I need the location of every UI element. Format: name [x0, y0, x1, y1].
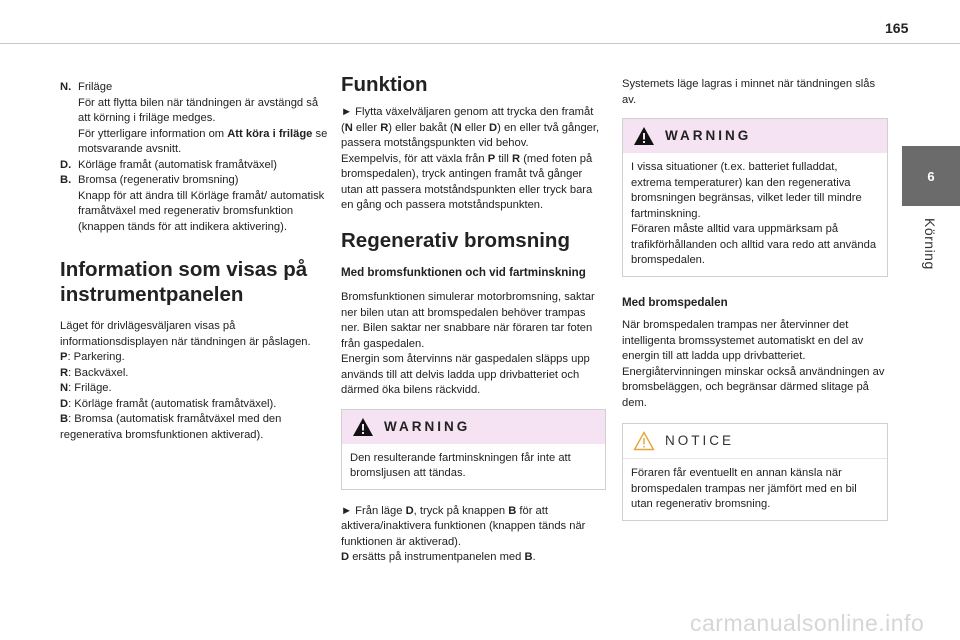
paragraph: När bromspedalen trampas ner återvinner det intelligenta bromssystemet automatiskt en del av energin till att ladda upp drivbatteriet. [622, 319, 864, 362]
paragraph: Systemets läge lagras i minnet när tändningen slås av. [622, 78, 876, 106]
warning-title: WARNING [384, 418, 471, 434]
list-item-b [60, 173, 330, 235]
section-heading-funktion: Funktion [341, 73, 428, 96]
column-left [60, 80, 330, 443]
list-line: Knapp för att ändra till Körläge framåt/ automatisk framåtväxel med regenerativ bromsfunktion (knappen tänds för att indikera aktivering). [78, 189, 325, 233]
column-middle [341, 72, 606, 566]
warning-header [623, 119, 887, 153]
mode-line: R: Backväxel. [60, 366, 129, 379]
header-divider [0, 43, 960, 44]
warning-box [341, 409, 606, 490]
list-line: Friläge [78, 81, 113, 93]
warning-header [342, 410, 605, 444]
notice-box [622, 423, 888, 521]
list-line: För ytterligare information om Att köra i friläge se motsvarande avsnitt. [78, 127, 328, 155]
warning-title: WARNING [665, 128, 752, 144]
paragraph: Exempelvis, för att växla från P till R (med foten på bromspedalen), tryck antingen framåt två gånger utan att passera motståndspunkten eller tryck bara en gång och passera motståndspunkten. [341, 152, 593, 211]
watermark: carmanualsonline.info [690, 610, 925, 636]
notice-header [623, 424, 887, 459]
list-line: Bromsa (regenerativ bromsning) [78, 174, 239, 186]
column-right [622, 77, 888, 521]
list-item-n [60, 80, 330, 158]
list-key: B. [60, 174, 72, 186]
page-number: 165 [885, 20, 909, 36]
notice-icon [633, 431, 655, 451]
warning-text: I vissa situationer (t.ex. batteriet fulladdat, extrema temperaturer) kan den regenerativa bromsningen begränsas, vilket leder till mindre fartminskning. [631, 161, 862, 220]
paragraph: ► Från läge D, tryck på knappen B för att aktivera/inaktivera funktionen (knappen tänds när funktionen är aktiverad). [341, 504, 586, 548]
mode-line: D: Körläge framåt (automatisk framåtväxel). [60, 397, 277, 410]
list-line: För att flytta bilen när tändningen är avstängd så att körning i friläge medges. [78, 96, 319, 124]
subheading: Med bromsfunktionen och vid fartminskning [341, 265, 586, 279]
section-heading-instrument: Information som visas på instrumentpanelen [60, 258, 308, 306]
notice-text: Föraren får eventuellt en annan känsla när bromspedalen trampas ner jämfört med en bil utan regenerativ bromsning. [631, 467, 857, 510]
chapter-tab[interactable]: 6 [902, 146, 960, 206]
mode-line: B: Bromsa (automatisk framåtväxel med den regenerativa bromsfunktionen aktiverad). [60, 413, 282, 441]
paragraph: Energin som återvinns när gaspedalen släpps upp används till att delvis ladda upp drivbatteriet och därmed öka bilens räckvidd. [341, 353, 590, 396]
mode-line: P: Parkering. [60, 351, 125, 363]
notice-title: NOTICE [665, 433, 735, 449]
subheading: Med bromspedalen [622, 295, 728, 309]
list-item-d [60, 158, 330, 174]
list-key: N. [60, 81, 72, 93]
list-line: Körläge framåt (automatisk framåtväxel) [78, 158, 277, 171]
paragraph: Bromsfunktionen simulerar motorbromsning, saktar ner bilen utan att bromspedalen behöver trampas ner. Bilen saktar ner snabbare när föraren tar foten från gaspedalen. [341, 291, 595, 350]
paragraph: D ersätts på instrumentpanelen med B. [341, 551, 536, 563]
warning-icon [352, 417, 374, 437]
cross-reference: Att köra i friläge [227, 127, 313, 140]
mode-line: N: Friläge. [60, 382, 112, 394]
warning-text: Den resulterande fartminskningen får inte att bromsljusen att tändas. [350, 451, 571, 479]
paragraph: Energiåtervinningen minskar också användningen av bromsbeläggen, och begränsar därmed slitage på dem. [622, 365, 885, 409]
warning-text: Föraren måste alltid vara uppmärksam på trafikförhållanden och alltid vara redo att använda bromspedalen. [631, 223, 877, 266]
list-key: D. [60, 158, 72, 171]
paragraph: ► Flytta växelväljaren genom att trycka den framåt (N eller R) eller bakåt (N eller D) en eller två gånger, passera motstångspunkten vid behov. [341, 106, 600, 149]
section-heading-regenerativ: Regenerativ bromsning [341, 228, 570, 252]
warning-box [622, 118, 888, 277]
paragraph: Läget för drivlägesväljaren visas på informationsdisplayen när tändningen är påslagen. [60, 320, 311, 348]
warning-icon [633, 126, 655, 146]
chapter-label: Körning [922, 218, 938, 270]
